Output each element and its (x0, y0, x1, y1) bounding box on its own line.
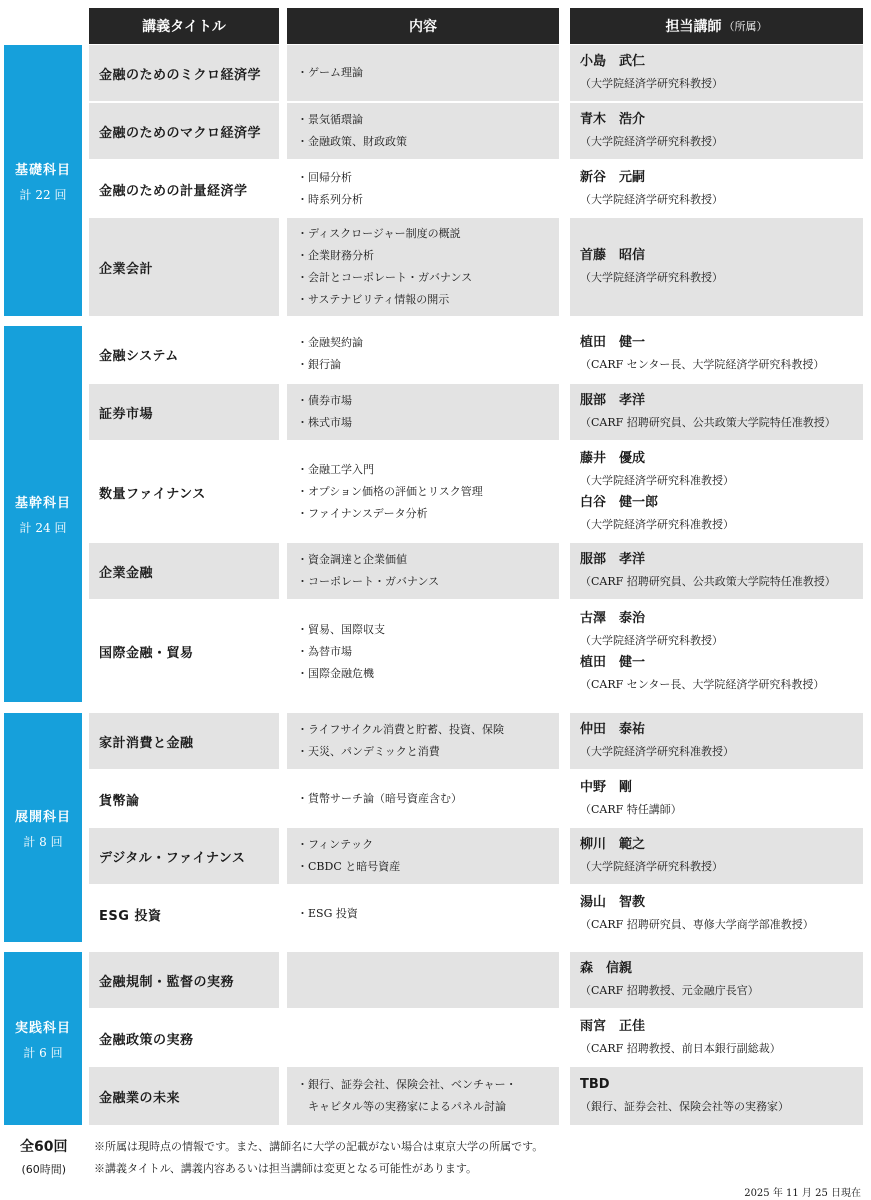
lecturer-affiliation: （大学院経済学研究科教授） (580, 271, 723, 284)
lecture-title: 数量ファイナンス (99, 486, 206, 502)
content-item: ・ESG 投資 (297, 907, 358, 920)
table-row (89, 1067, 863, 1125)
lecturer-cell (570, 442, 863, 542)
lecturer-affiliation: （大学院経済学研究科教授） (580, 633, 723, 647)
lecture-content (287, 45, 559, 101)
footnote-change: ※講義タイトル、講義内容あるいは担当講師は変更となる可能性があります。 (94, 1162, 478, 1175)
table-row (89, 161, 863, 217)
table-row (89, 218, 863, 316)
header-content-text: 内容 (409, 19, 437, 35)
table-row (89, 543, 863, 599)
lecture-content (287, 601, 559, 702)
content-item: ・株式市場 (297, 416, 352, 429)
lecturer-name: 植田 健一 (580, 335, 646, 350)
total-count: 全60回 (20, 1139, 68, 1155)
lecturer-name: 植田 健一 (580, 654, 646, 670)
lecturer-name: 白谷 健一郎 (580, 495, 659, 510)
table-row (89, 713, 863, 769)
lecturer-affiliation: （CARF センター長、大学院経済学研究科教授） (580, 677, 825, 691)
lecture-content (287, 218, 559, 316)
content-item: ・景気循環論 (297, 113, 363, 126)
lecturer-affiliation: （CARF 招聘研究員、公共政策大学院特任准教授） (580, 575, 836, 588)
content-item: ・貨幣サーチ論（暗号資産含む） (297, 792, 462, 805)
content-item: ・サステナビリティ情報の開示 (297, 293, 450, 306)
lecturer-affiliation: （大学院経済学研究科准教授） (580, 745, 734, 758)
lecturer-affiliation: （大学院経済学研究科准教授） (580, 474, 734, 487)
lecturer-name: 服部 孝洋 (580, 552, 646, 567)
header-lecturer-sub: （所属） (723, 20, 768, 33)
header-content (287, 8, 559, 44)
lecture-content (287, 952, 559, 1008)
lecturer-name: 柳川 範之 (580, 837, 646, 852)
lecturer-affiliation: （CARF 招聘研究員、専修大学商学部准教授） (580, 918, 814, 931)
content-item: ・金融契約論 (297, 336, 363, 349)
lecturer-affiliation: （大学院経済学研究科教授） (580, 193, 723, 206)
content-item: ・ライフサイクル消費と貯蓄、投資、保険 (297, 723, 505, 736)
table-row (89, 771, 863, 827)
lecturer-name: 湯山 智教 (580, 895, 646, 910)
table-row (89, 1010, 863, 1066)
lecturer-name: 森 信親 (580, 961, 633, 976)
lecture-title: ESG 投資 (99, 908, 162, 924)
lecture-title: 金融のためのマクロ経済学 (89, 103, 279, 159)
lecture-title: デジタル・ファイナンス (89, 828, 279, 884)
content-item: ・債券市場 (297, 394, 352, 407)
table-row (89, 828, 863, 884)
lecturer-name: 藤井 優成 (580, 451, 646, 466)
total-hours: (60時間) (21, 1163, 67, 1176)
group-name: 基幹科目 (14, 496, 71, 511)
lecture-title: 金融政策の実務 (99, 1032, 194, 1048)
lecturer-affiliation: （CARF 特任講師） (580, 803, 682, 816)
group-count: 計 22 回 (19, 187, 67, 202)
content-item: ・金融政策、財政政策 (297, 135, 407, 148)
content-item: ・ディスクロージャー制度の概説 (297, 227, 461, 240)
lecture-title: 金融業の未来 (89, 1067, 279, 1125)
content-item: ・回帰分析 (297, 171, 352, 184)
lecturer-affiliation: （大学院経済学研究科教授） (580, 860, 723, 873)
lecturer-cell (570, 1067, 863, 1125)
lecturer-name: 新谷 元嗣 (580, 170, 646, 185)
lecture-title: 金融システム (99, 348, 179, 364)
lecturer-name: 服部 孝洋 (580, 393, 646, 408)
content-item: ・ファイナンスデータ分析 (297, 507, 428, 520)
content-item: ・CBDC と暗号資産 (297, 860, 401, 873)
lecturer-cell (570, 384, 863, 440)
table-row (89, 601, 863, 702)
content-item: ・資金調達と企業価値 (297, 553, 407, 566)
lecture-content (287, 103, 559, 159)
lecturer-cell (570, 326, 863, 382)
header-title-text: 講義タイトル (142, 19, 226, 35)
lecturer-affiliation: （大学院経済学研究科教授） (580, 77, 723, 90)
group-practical (4, 952, 82, 1125)
lecture-title: 金融のためのミクロ経済学 (89, 45, 279, 101)
table-row (89, 103, 863, 159)
lecturer-name: 雨宮 正佳 (580, 1019, 646, 1034)
lecturer-affiliation: （大学院経済学研究科教授） (580, 135, 723, 148)
lecture-content (287, 1010, 559, 1066)
lecture-content (287, 886, 559, 942)
lecturer-cell (570, 713, 863, 769)
table-row (89, 326, 863, 382)
group-advanced (4, 713, 82, 942)
lecturer-cell (570, 771, 863, 827)
lecture-content (287, 713, 559, 769)
lecturer-cell (570, 45, 863, 101)
total-sessions (20, 1136, 67, 1177)
table-row (89, 384, 863, 440)
lecture-title: 企業金融 (89, 543, 279, 599)
lecture-title: 貨幣論 (99, 793, 140, 809)
lecture-title: 企業会計 (89, 218, 279, 316)
content-item: ・天災、パンデミックと消費 (297, 745, 440, 758)
lecture-content (287, 161, 559, 217)
table-row (89, 442, 863, 542)
lecture-title: 国際金融・貿易 (99, 646, 194, 661)
lecturer-cell (570, 952, 863, 1008)
lecture-content (287, 442, 559, 542)
lecture-content (287, 543, 559, 599)
lecturer-name: 小島 武仁 (580, 54, 646, 69)
lecture-title: 家計消費と金融 (89, 713, 279, 769)
content-item: ・企業財務分析 (297, 249, 374, 262)
content-item: ・時系列分析 (297, 193, 363, 206)
content-item: ・国際金融危機 (297, 666, 374, 680)
header-lecturer-text: 担当講師 (665, 19, 722, 35)
lecturer-cell (570, 828, 863, 884)
lecturer-name: 古澤 泰治 (580, 610, 646, 626)
content-item: ・コーポレート・ガバナンス (297, 575, 440, 588)
lecture-content (287, 326, 559, 382)
content-item: ・フィンテック (297, 838, 374, 851)
lecture-content (287, 771, 559, 827)
lecture-content (287, 828, 559, 884)
lecturer-cell (570, 543, 863, 599)
lecturer-name: 中野 剛 (580, 780, 633, 795)
lecturer-name: 青木 浩介 (580, 112, 646, 127)
lecturer-cell (570, 103, 863, 159)
lecturer-cell (570, 1010, 863, 1066)
as-of-date: 2025 年 11 月 25 日現在 (744, 1188, 861, 1199)
content-item: キャピタル等の実務家によるパネル討論 (297, 1100, 506, 1113)
group-count: 計 8 回 (23, 834, 63, 849)
group-basic (4, 45, 82, 316)
content-item: ・オプション価格の評価とリスク管理 (297, 485, 483, 498)
lecturer-affiliation: （CARF センター長、大学院経済学研究科教授） (580, 358, 825, 371)
header-lecture-title (89, 8, 279, 44)
content-item: ・貿易、国際収支 (297, 622, 385, 636)
group-name: 展開科目 (14, 809, 71, 825)
lecturer-affiliation: （CARF 招聘研究員、公共政策大学院特任准教授） (580, 416, 836, 429)
lecturer-cell (570, 218, 863, 316)
content-item: ・銀行論 (297, 358, 341, 371)
footnote-affiliation: ※所属は現時点の情報です。また、講師名に大学の記載がない場合は東京大学の所属です。 (94, 1140, 544, 1153)
header-lecturer (570, 8, 863, 44)
content-item: ・銀行、証券会社、保険会社、ベンチャー・ (297, 1078, 517, 1091)
lecturer-affiliation: （銀行、証券会社、保険会社等の実務家） (580, 1100, 789, 1113)
content-item: ・ゲーム理論 (297, 66, 363, 79)
lecturer-affiliation: （CARF 招聘教授、前日本銀行副総裁） (580, 1042, 781, 1055)
group-core (4, 326, 82, 702)
lecture-title: 金融のための計量経済学 (99, 183, 248, 199)
lecturer-name: 首藤 昭信 (580, 248, 646, 263)
group-name: 基礎科目 (14, 162, 71, 178)
lecturer-name: TBD (580, 1077, 610, 1092)
content-item: ・会計とコーポレート・ガバナンス (297, 271, 473, 284)
lecture-title: 証券市場 (89, 384, 279, 440)
group-name: 実践科目 (14, 1020, 71, 1036)
lecture-title: 金融規制・監督の実務 (89, 952, 279, 1008)
lecturer-cell (570, 886, 863, 942)
group-count: 計 24 回 (19, 521, 67, 535)
lecturer-cell (570, 601, 863, 702)
lecturer-cell (570, 161, 863, 217)
group-count: 計 6 回 (23, 1045, 63, 1060)
lecturer-affiliation: （大学院経済学研究科准教授） (580, 518, 734, 531)
lecture-content (287, 1067, 559, 1125)
table-row (89, 45, 863, 101)
table-row (89, 952, 863, 1008)
table-row (89, 886, 863, 942)
lecturer-name: 仲田 泰祐 (580, 722, 646, 737)
content-item: ・為替市場 (297, 644, 352, 658)
lecturer-affiliation: （CARF 招聘教授、元金融庁長官） (580, 984, 759, 997)
content-item: ・金融工学入門 (297, 463, 374, 476)
lecture-content (287, 384, 559, 440)
